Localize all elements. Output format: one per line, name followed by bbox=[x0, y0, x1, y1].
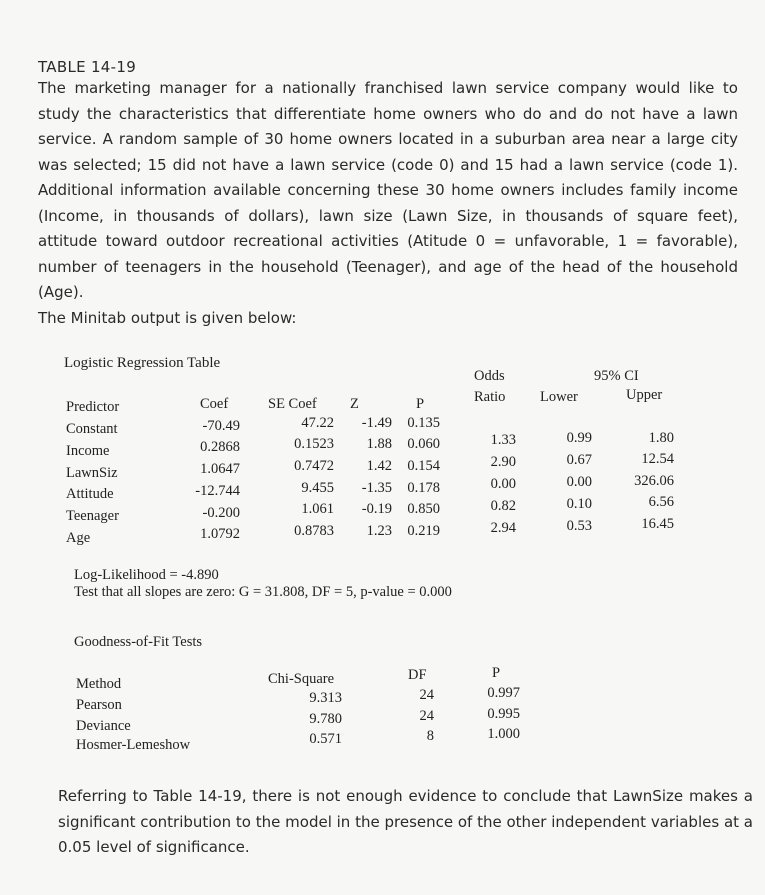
se-coef-cell: 1.061 bbox=[301, 501, 334, 517]
predictor-cell: Income bbox=[66, 443, 110, 459]
predictor-header: Predictor bbox=[66, 399, 120, 415]
coef-cell: -0.200 bbox=[202, 505, 240, 521]
ci-lower-cell: 0.67 bbox=[566, 452, 592, 468]
z-cell: 1.88 bbox=[366, 436, 392, 452]
logistic-table-title: Logistic Regression Table bbox=[64, 355, 221, 371]
ci-header-top: 95% CI bbox=[594, 368, 639, 384]
z-cell: -0.19 bbox=[361, 501, 392, 517]
slopes-test: Test that all slopes are zero: G = 31.808, DF = 5, p-value = 0.000 bbox=[74, 584, 452, 600]
lower-header: Lower bbox=[540, 389, 578, 405]
odds-ratio-cell: 1.33 bbox=[490, 432, 516, 448]
ci-upper-cell: 6.56 bbox=[648, 494, 674, 510]
df-cell: 24 bbox=[419, 708, 434, 724]
coef-header: Coef bbox=[200, 396, 229, 412]
coef-cell: 1.0647 bbox=[200, 461, 240, 477]
df-cell: 8 bbox=[426, 728, 434, 744]
p-cell: 0.219 bbox=[407, 523, 440, 539]
intro-paragraph: The marketing manager for a nationally franchised lawn service company would like to study the characteristics that differentiate home owners who do and do not have a lawn service. A random sample of 30 home owners located in a suburban area near a large city was selected; 15 did not have a lawn service (code 0) and 15 had a lawn service (code 1). Additional information available concerning these 30 home owners includes family income (Income, in thousands of dollars), lawn size (Lawn Size, in thousands of square feet), attitude toward outdoor recreational activities (Atitude 0 = unfavorable, 1 = favorable), number of teenagers in the household (Teenager), and age of the head of the household (Age). bbox=[38, 79, 738, 301]
chi-square-header: Chi-Square bbox=[268, 671, 335, 687]
predictor-cell: Age bbox=[66, 530, 91, 546]
method-cell: Pearson bbox=[76, 697, 122, 713]
table-label: TABLE 14-19 bbox=[38, 58, 137, 76]
p-cell: 0.997 bbox=[487, 685, 520, 701]
ci-upper-cell: 16.45 bbox=[641, 516, 674, 532]
p-cell: 0.135 bbox=[407, 415, 440, 431]
coef-cell: -70.49 bbox=[202, 418, 240, 434]
chi-square-cell: 9.313 bbox=[309, 690, 342, 706]
z-cell: 1.23 bbox=[366, 523, 392, 539]
ci-upper-cell: 1.80 bbox=[648, 430, 674, 446]
coef-cell: 0.2868 bbox=[200, 439, 240, 455]
coef-cell: -12.744 bbox=[195, 483, 240, 499]
z-header: Z bbox=[350, 396, 359, 412]
ci-lower-cell: 0.99 bbox=[566, 430, 592, 446]
odds-header-top: Odds bbox=[474, 368, 505, 384]
closing-statement bbox=[58, 784, 753, 861]
p-header: P bbox=[416, 396, 425, 412]
predictor-cell: Teenager bbox=[66, 508, 119, 524]
gof-table-title: Goodness-of-Fit Tests bbox=[74, 634, 203, 650]
ci-lower-cell: 0.53 bbox=[566, 518, 592, 534]
output-intro: The Minitab output is given below: bbox=[38, 308, 297, 327]
upper-header: Upper bbox=[626, 387, 663, 403]
ci-lower-cell: 0.00 bbox=[566, 474, 592, 490]
odds-ratio-cell: 2.90 bbox=[490, 454, 516, 470]
coef-cell: 1.0792 bbox=[200, 526, 240, 542]
method-cell: Hosmer-Lemeshow bbox=[76, 737, 191, 753]
predictor-cell: Constant bbox=[66, 421, 118, 437]
odds-ratio-cell: 2.94 bbox=[490, 520, 516, 536]
p-cell: 0.850 bbox=[407, 501, 440, 517]
p-cell: 0.178 bbox=[407, 480, 440, 496]
method-header: Method bbox=[76, 676, 122, 692]
df-header: DF bbox=[408, 667, 427, 683]
df-cell: 24 bbox=[419, 687, 434, 703]
z-cell: 1.42 bbox=[366, 458, 392, 474]
se-coef-cell: 47.22 bbox=[301, 415, 334, 431]
chi-square-cell: 9.780 bbox=[309, 711, 342, 727]
ci-upper-cell: 12.54 bbox=[641, 451, 674, 467]
odds-ratio-cell: 0.00 bbox=[490, 476, 516, 492]
p-header: P bbox=[492, 665, 501, 681]
closing-paragraph: Referring to Table 14-19, there is not enough evidence to conclude that LawnSize makes a significant contribution to the model in the presence of the other independent variables at a 0.05 level of significance. bbox=[58, 787, 753, 856]
problem-statement bbox=[38, 76, 738, 331]
chi-square-cell: 0.571 bbox=[309, 731, 342, 747]
se-coef-cell: 0.7472 bbox=[294, 458, 334, 474]
log-likelihood: Log-Likelihood = -4.890 bbox=[74, 567, 219, 583]
p-cell: 0.995 bbox=[487, 706, 520, 722]
se-coef-header: SE Coef bbox=[268, 396, 317, 412]
p-cell: 1.000 bbox=[487, 726, 520, 742]
ci-upper-cell: 326.06 bbox=[634, 473, 674, 489]
ci-lower-cell: 0.10 bbox=[566, 496, 592, 512]
p-cell: 0.154 bbox=[407, 458, 440, 474]
se-coef-cell: 0.8783 bbox=[294, 523, 334, 539]
z-cell: -1.35 bbox=[361, 480, 392, 496]
p-cell: 0.060 bbox=[407, 436, 440, 452]
ratio-header: Ratio bbox=[474, 389, 506, 405]
se-coef-cell: 0.1523 bbox=[294, 436, 334, 452]
predictor-cell: LawnSiz bbox=[66, 465, 118, 481]
se-coef-cell: 9.455 bbox=[301, 480, 334, 496]
odds-ratio-cell: 0.82 bbox=[490, 498, 516, 514]
z-cell: -1.49 bbox=[361, 415, 392, 431]
method-cell: Deviance bbox=[76, 718, 131, 734]
predictor-cell: Attitude bbox=[66, 486, 114, 502]
